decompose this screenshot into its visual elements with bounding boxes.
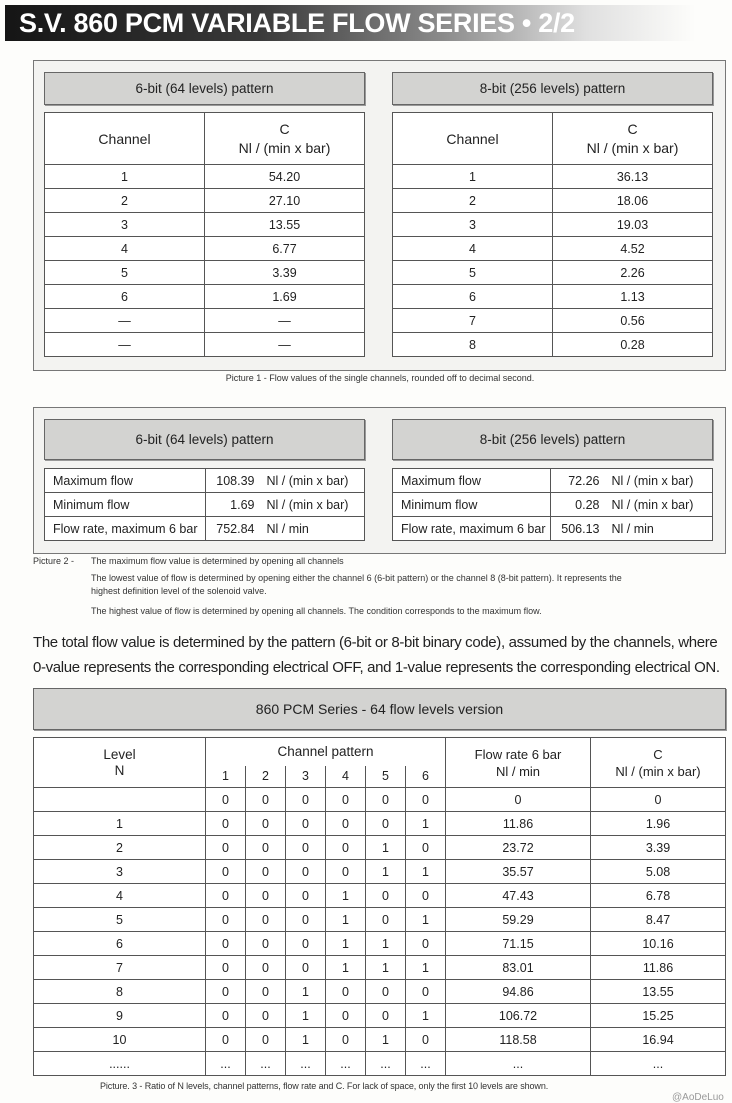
- channel-bit-cell: 1: [366, 932, 406, 956]
- channel-cell: 5: [45, 261, 205, 285]
- table-row: [45, 113, 365, 165]
- flow-value-cell: 1.69: [206, 493, 261, 517]
- flow-value-cell: 72.26: [551, 469, 606, 493]
- table-row: [393, 113, 713, 165]
- watermark: @AoDeLuo: [672, 1092, 724, 1103]
- channel-cell: 6: [45, 285, 205, 309]
- channel-bit-cell: ...: [326, 1052, 366, 1076]
- channel-bit-cell: 0: [286, 908, 326, 932]
- c-label: C: [627, 120, 638, 137]
- channel-cell: 4: [45, 237, 205, 261]
- level-label: Level: [103, 746, 136, 762]
- flow-cell: 11.86: [446, 812, 591, 836]
- table-row: [393, 189, 713, 213]
- flow-label: Flow rate 6 bar: [474, 746, 562, 762]
- channel-bit-cell: 1: [326, 884, 366, 908]
- channel-bit-cell: 1: [286, 980, 326, 1004]
- flow-cell: 83.01: [446, 956, 591, 980]
- channel-bit-cell: 0: [326, 836, 366, 860]
- channel-cell: 7: [393, 309, 553, 333]
- table-row: [34, 1052, 726, 1076]
- channel-cell: 3: [45, 213, 205, 237]
- level-cell: 7: [34, 956, 206, 980]
- column-header-c: [553, 113, 713, 165]
- table-row: [45, 309, 365, 333]
- channel-bit-cell: 0: [246, 932, 286, 956]
- picture2-caption-line: The maximum flow value is determined by opening all channels: [91, 556, 344, 566]
- level-cell: 2: [34, 836, 206, 860]
- column-header-c: [591, 738, 726, 788]
- channel-bit-cell: 1: [366, 1028, 406, 1052]
- picture2-left-title: 6-bit (64 levels) pattern: [44, 419, 365, 460]
- table-row: [34, 980, 726, 1004]
- column-header-channel-pattern: Channel pattern: [206, 738, 446, 766]
- flow-cell: 106.72: [446, 1004, 591, 1028]
- paragraph-line: 0-value represents the corresponding electrical OFF, and 1-value represents the corresponding electrical ON.: [33, 659, 720, 676]
- channel-bit-cell: 0: [246, 788, 286, 812]
- paragraph-line: The total flow value is determined by the pattern (6-bit or 8-bit binary code), assumed by the channels, where: [33, 634, 718, 651]
- flow-unit-cell: Nl / (min x bar): [606, 469, 713, 493]
- flow-value-cell: 506.13: [551, 517, 606, 541]
- channel-bit-cell: 1: [286, 1028, 326, 1052]
- c-cell: 5.08: [591, 860, 726, 884]
- flow-label-cell: Flow rate, maximum 6 bar: [393, 517, 551, 541]
- table-row: [45, 261, 365, 285]
- c-value-cell: 2.26: [553, 261, 713, 285]
- channel-bit-cell: 1: [286, 1004, 326, 1028]
- flow-unit-cell: Nl / (min x bar): [606, 493, 713, 517]
- flow-unit-cell: Nl / min: [261, 517, 365, 541]
- channel-bit-cell: 0: [326, 980, 366, 1004]
- table-row: [34, 738, 726, 766]
- channel-bit-cell: 0: [206, 980, 246, 1004]
- channel-bit-cell: 0: [246, 1028, 286, 1052]
- c-value-cell: 0.28: [553, 333, 713, 357]
- c-value-cell: 1.13: [553, 285, 713, 309]
- channel-cell: 1: [45, 165, 205, 189]
- level-cell: [34, 788, 206, 812]
- channel-bit-cell: ...: [246, 1052, 286, 1076]
- table-row: [45, 333, 365, 357]
- channel-bit-cell: 0: [246, 812, 286, 836]
- c-value-cell: 4.52: [553, 237, 713, 261]
- level-cell: 8: [34, 980, 206, 1004]
- channel-bit-cell: 0: [406, 884, 446, 908]
- table-row: [45, 493, 365, 517]
- channel-bit-cell: 0: [326, 1028, 366, 1052]
- channel-cell: 2: [45, 189, 205, 213]
- channel-cell: —: [45, 309, 205, 333]
- table-row: [34, 908, 726, 932]
- channel-bit-cell: 0: [406, 980, 446, 1004]
- level-cell: 4: [34, 884, 206, 908]
- channel-bit-cell: 0: [286, 932, 326, 956]
- table-row: [393, 309, 713, 333]
- channel-bit-cell: 0: [246, 860, 286, 884]
- c-label: C: [279, 120, 290, 137]
- column-header-channel-5: 5: [366, 766, 406, 788]
- c-cell: 10.16: [591, 932, 726, 956]
- table-row: [34, 1028, 726, 1052]
- table-row: [393, 285, 713, 309]
- channel-bit-cell: 0: [206, 956, 246, 980]
- channel-bit-cell: 0: [206, 860, 246, 884]
- channel-bit-cell: 0: [366, 908, 406, 932]
- channel-cell: 4: [393, 237, 553, 261]
- channel-bit-cell: 0: [406, 788, 446, 812]
- channel-bit-cell: 1: [406, 908, 446, 932]
- channel-bit-cell: ...: [406, 1052, 446, 1076]
- table-row: [393, 469, 713, 493]
- c-cell: 8.47: [591, 908, 726, 932]
- channel-bit-cell: 0: [406, 932, 446, 956]
- channel-cell: 3: [393, 213, 553, 237]
- channel-bit-cell: 0: [366, 1004, 406, 1028]
- level-cell: 5: [34, 908, 206, 932]
- c-cell: 0: [591, 788, 726, 812]
- picture3-caption: Picture. 3 - Ratio of N levels, channel patterns, flow rate and C. For lack of space, only the first 10 levels are shown.: [100, 1081, 549, 1091]
- table-row: [34, 812, 726, 836]
- page-header: S.V. 860 PCM VARIABLE FLOW SERIES • 2/2: [5, 5, 732, 41]
- table-row: [393, 237, 713, 261]
- table-row: [45, 213, 365, 237]
- channel-cell: 8: [393, 333, 553, 357]
- flow-unit-cell: Nl / min: [606, 517, 713, 541]
- channel-bit-cell: 0: [326, 1004, 366, 1028]
- flow-unit: Nl / min: [495, 763, 541, 779]
- table-row: [34, 932, 726, 956]
- channel-bit-cell: 0: [246, 1004, 286, 1028]
- channel-bit-cell: 0: [246, 980, 286, 1004]
- table-row: [393, 261, 713, 285]
- channel-bit-cell: 1: [406, 956, 446, 980]
- picture2-caption-line: The highest value of flow is determined by opening all channels. The condition corresponds to the maximum flow.: [91, 606, 542, 616]
- flow-cell: 35.57: [446, 860, 591, 884]
- channel-cell: 2: [393, 189, 553, 213]
- c-cell: 16.94: [591, 1028, 726, 1052]
- c-label: C: [653, 746, 663, 762]
- picture2-right-table: [392, 468, 713, 541]
- flow-unit-cell: Nl / (min x bar): [261, 469, 365, 493]
- channel-bit-cell: 0: [406, 836, 446, 860]
- table-row: [45, 285, 365, 309]
- flow-label-cell: Maximum flow: [393, 469, 551, 493]
- channel-bit-cell: 0: [206, 788, 246, 812]
- channel-cell: —: [45, 333, 205, 357]
- picture2-left-table: [44, 468, 365, 541]
- column-header-channel-4: 4: [326, 766, 366, 788]
- c-unit: Nl / (min x bar): [586, 139, 679, 156]
- channel-bit-cell: ...: [366, 1052, 406, 1076]
- channel-bit-cell: 0: [206, 908, 246, 932]
- channel-cell: 5: [393, 261, 553, 285]
- table-row: [34, 836, 726, 860]
- channel-bit-cell: 1: [326, 908, 366, 932]
- channel-bit-cell: 1: [366, 860, 406, 884]
- channel-bit-cell: 0: [246, 884, 286, 908]
- channel-bit-cell: ...: [206, 1052, 246, 1076]
- flow-value-cell: 108.39: [206, 469, 261, 493]
- channel-bit-cell: 1: [406, 860, 446, 884]
- flow-cell: 0: [446, 788, 591, 812]
- channel-bit-cell: 0: [326, 788, 366, 812]
- c-value-cell: —: [205, 309, 365, 333]
- channel-bit-cell: 0: [246, 956, 286, 980]
- column-header-channel-6: 6: [406, 766, 446, 788]
- c-value-cell: —: [205, 333, 365, 357]
- column-header-channel: Channel: [393, 113, 553, 165]
- channel-bit-cell: 0: [286, 860, 326, 884]
- channel-bit-cell: 0: [286, 884, 326, 908]
- c-value-cell: 3.39: [205, 261, 365, 285]
- channel-bit-cell: 0: [326, 860, 366, 884]
- table-row: [393, 213, 713, 237]
- c-cell: 15.25: [591, 1004, 726, 1028]
- picture3-table: [33, 737, 726, 1076]
- table-row: [34, 860, 726, 884]
- channel-bit-cell: 0: [326, 812, 366, 836]
- c-cell: 1.96: [591, 812, 726, 836]
- column-header-level: [34, 738, 206, 788]
- column-header-channel-3: 3: [286, 766, 326, 788]
- picture1-left-table: [44, 112, 365, 357]
- flow-label-cell: Maximum flow: [45, 469, 206, 493]
- table-row: [45, 189, 365, 213]
- c-cell: ...: [591, 1052, 726, 1076]
- table-row: [393, 333, 713, 357]
- channel-bit-cell: 0: [206, 812, 246, 836]
- channel-bit-cell: 1: [326, 956, 366, 980]
- c-value-cell: 1.69: [205, 285, 365, 309]
- table-row: [34, 884, 726, 908]
- table-row: [393, 517, 713, 541]
- level-cell: 3: [34, 860, 206, 884]
- flow-cell: ...: [446, 1052, 591, 1076]
- level-cell: 6: [34, 932, 206, 956]
- table-row: [45, 165, 365, 189]
- channel-bit-cell: ...: [286, 1052, 326, 1076]
- flow-value-cell: 0.28: [551, 493, 606, 517]
- channel-bit-cell: 0: [286, 836, 326, 860]
- channel-bit-cell: 1: [326, 932, 366, 956]
- channel-bit-cell: 1: [406, 1004, 446, 1028]
- flow-value-cell: 752.84: [206, 517, 261, 541]
- picture3-title: 860 PCM Series - 64 flow levels version: [33, 688, 726, 730]
- channel-bit-cell: 0: [246, 836, 286, 860]
- channel-bit-cell: 0: [286, 788, 326, 812]
- level-cell: 10: [34, 1028, 206, 1052]
- channel-bit-cell: 1: [366, 956, 406, 980]
- channel-bit-cell: 0: [366, 980, 406, 1004]
- c-value-cell: 36.13: [553, 165, 713, 189]
- channel-bit-cell: 0: [206, 884, 246, 908]
- channel-bit-cell: 1: [366, 836, 406, 860]
- table-row: [45, 237, 365, 261]
- body-paragraph: [33, 630, 720, 680]
- c-cell: 11.86: [591, 956, 726, 980]
- picture1-right-title: 8-bit (256 levels) pattern: [392, 72, 713, 105]
- c-cell: 6.78: [591, 884, 726, 908]
- c-cell: 3.39: [591, 836, 726, 860]
- c-unit: Nl / (min x bar): [238, 139, 331, 156]
- level-cell: ......: [34, 1052, 206, 1076]
- flow-cell: 47.43: [446, 884, 591, 908]
- table-row: [393, 493, 713, 517]
- picture2-caption-label: Picture 2 -: [33, 556, 75, 566]
- n-label: N: [114, 762, 125, 778]
- table-row: [34, 1004, 726, 1028]
- channel-bit-cell: 0: [286, 812, 326, 836]
- table-row: [45, 517, 365, 541]
- channel-bit-cell: 0: [286, 956, 326, 980]
- column-header-c: [205, 113, 365, 165]
- level-cell: 9: [34, 1004, 206, 1028]
- flow-label-cell: Minimum flow: [45, 493, 206, 517]
- channel-bit-cell: 0: [206, 1028, 246, 1052]
- channel-bit-cell: 0: [366, 884, 406, 908]
- flow-label-cell: Minimum flow: [393, 493, 551, 517]
- channel-bit-cell: 0: [406, 1028, 446, 1052]
- channel-bit-cell: 0: [206, 836, 246, 860]
- table-row: [45, 469, 365, 493]
- flow-cell: 94.86: [446, 980, 591, 1004]
- table-row: [393, 165, 713, 189]
- channel-bit-cell: 0: [366, 812, 406, 836]
- c-value-cell: 13.55: [205, 213, 365, 237]
- picture2-right-title: 8-bit (256 levels) pattern: [392, 419, 713, 460]
- picture1-left-title: 6-bit (64 levels) pattern: [44, 72, 365, 105]
- column-header-channel-1: 1: [206, 766, 246, 788]
- picture1-right-table: [392, 112, 713, 357]
- picture1-caption: Picture 1 - Flow values of the single channels, rounded off to decimal second.: [225, 373, 535, 383]
- c-value-cell: 18.06: [553, 189, 713, 213]
- channel-cell: 6: [393, 285, 553, 309]
- channel-bit-cell: 0: [206, 1004, 246, 1028]
- picture2-caption-line: The lowest value of flow is determined by opening either the channel 6 (6-bit pattern) or the channel 8 (8-bit pattern). It represents the: [91, 573, 622, 583]
- channel-bit-cell: 1: [406, 812, 446, 836]
- flow-cell: 59.29: [446, 908, 591, 932]
- channel-bit-cell: 0: [246, 908, 286, 932]
- c-value-cell: 54.20: [205, 165, 365, 189]
- c-value-cell: 19.03: [553, 213, 713, 237]
- c-cell: 13.55: [591, 980, 726, 1004]
- c-value-cell: 0.56: [553, 309, 713, 333]
- table-row: [34, 956, 726, 980]
- picture2-caption-line: highest definition level of the solenoid valve.: [91, 586, 267, 596]
- flow-label-cell: Flow rate, maximum 6 bar: [45, 517, 206, 541]
- column-header-flow: [446, 738, 591, 788]
- c-unit: Nl / (min x bar): [615, 763, 701, 779]
- flow-cell: 71.15: [446, 932, 591, 956]
- c-value-cell: 6.77: [205, 237, 365, 261]
- table-row: [34, 788, 726, 812]
- flow-unit-cell: Nl / (min x bar): [261, 493, 365, 517]
- column-header-channel: Channel: [45, 113, 205, 165]
- flow-cell: 23.72: [446, 836, 591, 860]
- channel-cell: 1: [393, 165, 553, 189]
- flow-cell: 118.58: [446, 1028, 591, 1052]
- channel-bit-cell: 0: [206, 932, 246, 956]
- column-header-channel-2: 2: [246, 766, 286, 788]
- c-value-cell: 27.10: [205, 189, 365, 213]
- channel-bit-cell: 0: [366, 788, 406, 812]
- level-cell: 1: [34, 812, 206, 836]
